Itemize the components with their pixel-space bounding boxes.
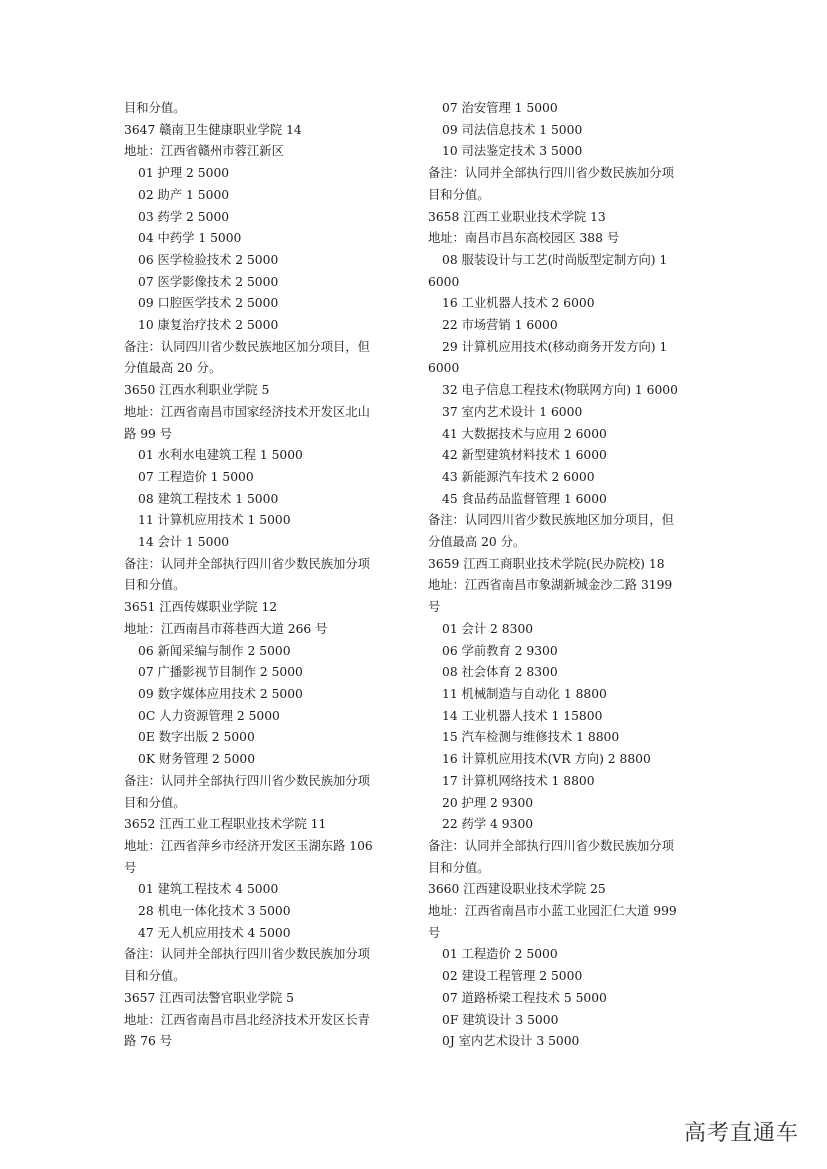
text-line: 分值最高 20 分。 — [124, 361, 222, 376]
major-item: 22 药学 4 9300 — [442, 817, 534, 832]
text-line: 号 — [428, 925, 441, 940]
address-line: 地址：江西省南昌市昌北经济技术开发区长青 — [124, 1012, 370, 1027]
major-item: 09 司法信息技术 1 5000 — [442, 122, 583, 137]
text-line: 号 — [124, 860, 137, 875]
major-item: 16 工业机器人技术 2 6000 — [442, 296, 595, 311]
major-item: 0E 数字出版 2 5000 — [138, 730, 255, 745]
text-line: 目和分值。 — [124, 969, 186, 984]
note-line: 备注：认同四川省少数民族地区加分项目，但 — [124, 339, 370, 354]
address-line: 地址：江西省南昌市国家经济技术开发区北山 — [124, 404, 370, 419]
school-heading: 3659 江西工商职业技术学院(民办院校) 18 — [428, 556, 665, 571]
major-item: 06 学前教育 2 9300 — [442, 643, 558, 658]
major-item: 10 康复治疗技术 2 5000 — [138, 318, 279, 333]
text-line: 路 99 号 — [124, 426, 173, 441]
note-line: 备注：认同并全部执行四川省少数民族加分项 — [124, 947, 370, 962]
major-item: 22 市场营销 1 6000 — [442, 318, 558, 333]
text-line: 号 — [428, 600, 441, 615]
major-item: 07 广播影视节目制作 2 5000 — [138, 665, 303, 680]
major-item: 09 口腔医学技术 2 5000 — [138, 296, 279, 311]
school-heading: 3660 江西建设职业技术学院 25 — [428, 882, 606, 897]
major-item: 03 药学 2 5000 — [138, 209, 230, 224]
address-line: 地址：南昌市昌东高校园区 388 号 — [428, 231, 620, 246]
major-item: 07 医学影像技术 2 5000 — [138, 274, 279, 289]
major-item: 07 工程造价 1 5000 — [138, 469, 254, 484]
major-item: 08 服装设计与工艺(时尚版型定制方向) 1 — [442, 252, 668, 267]
major-item: 01 会计 2 8300 — [442, 621, 534, 636]
major-item: 41 大数据技术与应用 2 6000 — [442, 426, 607, 441]
major-item: 11 计算机应用技术 1 5000 — [138, 513, 291, 528]
major-item: 07 道路桥梁工程技术 5 5000 — [442, 990, 607, 1005]
text-line: 6000 — [428, 274, 460, 289]
major-item: 37 室内艺术设计 1 6000 — [442, 404, 583, 419]
address-line: 地址：江西省南昌市象湖新城金沙二路 3199 — [428, 578, 673, 593]
major-item: 10 司法鉴定技术 3 5000 — [442, 144, 583, 159]
school-heading: 3652 江西工业工程职业技术学院 11 — [124, 817, 327, 832]
text-line: 分值最高 20 分。 — [428, 535, 526, 550]
major-item: 04 中药学 1 5000 — [138, 231, 242, 246]
major-item: 20 护理 2 9300 — [442, 795, 534, 810]
major-item: 06 新闻采编与制作 2 5000 — [138, 643, 291, 658]
major-item: 42 新型建筑材料技术 1 6000 — [442, 448, 607, 463]
note-line: 备注：认同并全部执行四川省少数民族加分项 — [124, 773, 370, 788]
major-item: 07 治安管理 1 5000 — [442, 101, 558, 115]
major-item: 08 社会体育 2 8300 — [442, 665, 558, 680]
text-line: 目和分值。 — [428, 187, 490, 202]
major-item: 0C 人力资源管理 2 5000 — [138, 708, 280, 723]
address-line: 地址：江西省赣州市蓉江新区 — [124, 144, 284, 159]
major-item: 01 护理 2 5000 — [138, 166, 230, 181]
text-line: 路 76 号 — [124, 1034, 173, 1049]
right-column — [428, 98, 710, 1053]
major-item: 14 会计 1 5000 — [138, 535, 230, 550]
major-item: 0J 室内艺术设计 3 5000 — [442, 1034, 580, 1049]
school-heading: 3650 江西水利职业学院 5 — [124, 383, 270, 398]
major-item: 32 电子信息工程技术(物联网方向) 1 6000 — [442, 383, 678, 398]
major-item: 09 数字媒体应用技术 2 5000 — [138, 686, 303, 701]
major-item: 15 汽车检测与维修技术 1 8800 — [442, 730, 620, 745]
major-item: 17 计算机网络技术 1 8800 — [442, 773, 595, 788]
major-item: 01 工程造价 2 5000 — [442, 947, 558, 962]
major-item: 08 建筑工程技术 1 5000 — [138, 491, 279, 506]
major-item: 45 食品药品监督管理 1 6000 — [442, 491, 607, 506]
major-item: 11 机械制造与自动化 1 8800 — [442, 686, 607, 701]
address-line: 地址：江西省南昌市小蓝工业园汇仁大道 999 — [428, 904, 677, 919]
address-line: 地址：江西省萍乡市经济开发区玉湖东路 106 — [124, 838, 373, 853]
note-line: 备注：认同四川省少数民族地区加分项目，但 — [428, 513, 674, 528]
text-line: 目和分值。 — [124, 101, 186, 115]
left-column — [124, 98, 409, 1053]
note-line: 备注：认同并全部执行四川省少数民族加分项 — [428, 838, 674, 853]
school-heading: 3658 江西工业职业技术学院 13 — [428, 209, 606, 224]
major-item: 29 计算机应用技术(移动商务开发方向) 1 — [442, 339, 668, 354]
school-heading: 3651 江西传媒职业学院 12 — [124, 600, 278, 615]
major-item: 16 计算机应用技术(VR 方向) 2 8800 — [442, 752, 651, 767]
address-line: 地址：江西南昌市蒋巷西大道 266 号 — [124, 621, 328, 636]
major-item: 28 机电一体化技术 3 5000 — [138, 904, 291, 919]
major-item: 01 建筑工程技术 4 5000 — [138, 882, 279, 897]
major-item: 0F 建筑设计 3 5000 — [442, 1012, 559, 1027]
text-line: 目和分值。 — [428, 860, 490, 875]
text-line: 目和分值。 — [124, 578, 186, 593]
watermark-logo: 高考直通车 — [683, 1121, 799, 1146]
school-heading: 3657 江西司法警官职业学院 5 — [124, 990, 294, 1005]
text-line: 6000 — [428, 361, 460, 376]
major-item: 14 工业机器人技术 1 15800 — [442, 708, 603, 723]
major-item: 02 建设工程管理 2 5000 — [442, 969, 583, 984]
major-item: 02 助产 1 5000 — [138, 187, 230, 202]
school-heading: 3647 赣南卫生健康职业学院 14 — [124, 122, 302, 137]
major-item: 0K 财务管理 2 5000 — [138, 752, 256, 767]
major-item: 47 无人机应用技术 4 5000 — [138, 925, 291, 940]
major-item: 43 新能源汽车技术 2 6000 — [442, 469, 595, 484]
note-line: 备注：认同并全部执行四川省少数民族加分项 — [428, 166, 674, 181]
note-line: 备注：认同并全部执行四川省少数民族加分项 — [124, 556, 370, 571]
major-item: 01 水利水电建筑工程 1 5000 — [138, 448, 303, 463]
major-item: 06 医学检验技术 2 5000 — [138, 252, 279, 267]
text-line: 目和分值。 — [124, 795, 186, 810]
